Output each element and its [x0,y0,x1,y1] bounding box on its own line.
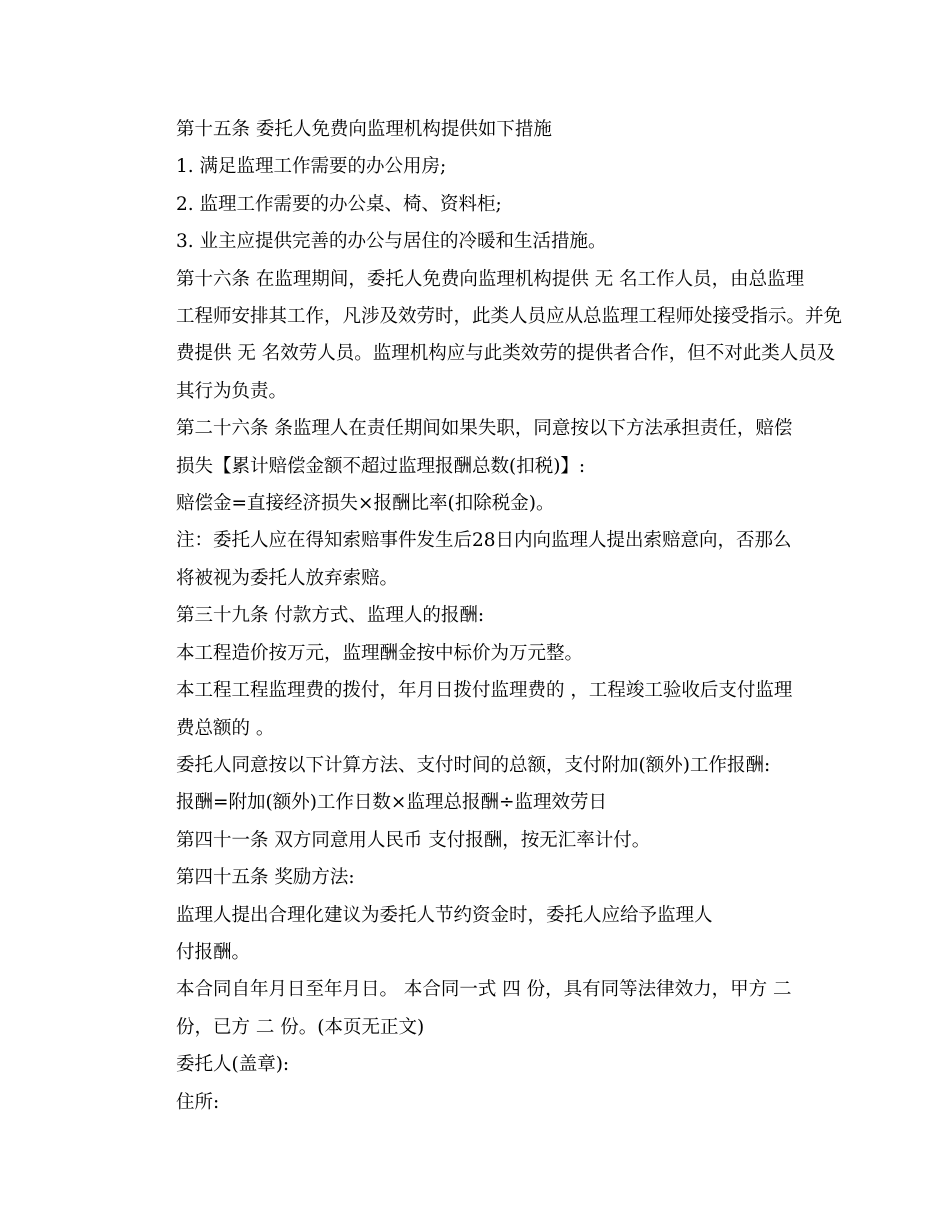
paragraph-item-1 [140,152,810,181]
text-line: 将被视为委托人放弃索赔。 [176,567,399,589]
paragraph-article-15 [140,115,810,144]
text-line: 第二十六条 条监理人在责任期间如果失职，同意按以下方法承担责任，赔偿 [176,418,793,440]
paragraph-address [140,1088,810,1117]
paragraph-article-26 [140,414,810,481]
text-line: 1. 满足监理工作需要的办公用房; [176,156,447,178]
text-line: 本工程工程监理费的拨付，年月日拨付监理费的 ，工程竣工验收后支付监理 [176,680,793,702]
text-line: 3. 业主应提供完善的办公与居住的冷暖和生活措施。 [176,231,607,253]
paragraph-rationalization [140,901,810,930]
paragraph-additional-work [140,751,810,780]
paragraph-client-seal [140,1050,810,1079]
text-line: 报酬=附加(额外)工作日数×监理总报酬÷监理效劳日 [176,792,607,814]
text-line: 费总额的 。 [176,717,275,739]
text-line: 第十六条 在监理期间，委托人免费向监理机构提供 无 名工作人员，由总监理 [176,268,805,290]
paragraph-article-41 [140,826,810,855]
text-line: 第十五条 委托人免费向监理机构提供如下措施 [176,119,552,140]
text-line: 委托人(盖章): [176,1054,290,1076]
text-line: 损失【累计赔偿金额不超过监理报酬总数(扣税)】: [176,455,586,477]
paragraph-project-cost [140,639,810,668]
text-line: 工程师安排其工作，凡涉及效劳时，此类人员应从总监理工程师处接受指示。并免 [176,306,843,328]
paragraph-compensation-formula [140,489,810,518]
text-line: 第四十一条 双方同意用人民币 支付报酬，按无汇率计付。 [176,829,651,851]
text-line: 本工程造价按万元，监理酬金按中标价为万元整。 [176,642,584,664]
paragraph-item-2 [140,190,810,219]
paragraph-pay-remuneration [140,938,810,967]
paragraph-article-39 [140,601,810,630]
paragraph-contract-term [140,975,810,1042]
text-line: 份，已方 二 份。(本页无正文) [176,1016,425,1038]
text-line: 监理人提出合理化建议为委托人节约资金时，委托人应给予监理人 [176,904,713,926]
text-line: 住所: [176,1091,220,1113]
text-line: 付报酬。 [176,941,251,963]
text-line: 赔偿金=直接经济损失×报酬比率(扣除税金)。 [176,493,555,515]
paragraph-remuneration-formula [140,788,810,817]
text-line: 注：委托人应在得知索赔事件发生后28日内向监理人提出索赔意向，否那么 [176,530,792,552]
paragraph-fee-payment [140,676,810,743]
paragraph-article-45 [140,863,810,892]
text-line: 第四十五条 奖励方法: [176,867,355,889]
text-line: 本合同自年月日至年月日。 本合同一式 四 份，具有同等法律效力，甲方 二 [176,979,792,1001]
paragraph-note [140,526,810,593]
text-line: 委托人同意按以下计算方法、支付时间的总额，支付附加(额外)工作报酬: [176,754,771,776]
text-line: 其行为负责。 [176,380,288,402]
text-line: 第三十九条 付款方式、监理人的报酬: [176,605,485,627]
document-body [140,115,843,1117]
paragraph-item-3 [140,227,810,256]
text-line: 费提供 无 名效劳人员。监理机构应与此类效劳的提供者合作，但不对此类人员及 [176,343,836,365]
text-line: 2. 监理工作需要的办公桌、椅、资料柜; [176,193,502,215]
paragraph-article-16 [140,265,843,407]
